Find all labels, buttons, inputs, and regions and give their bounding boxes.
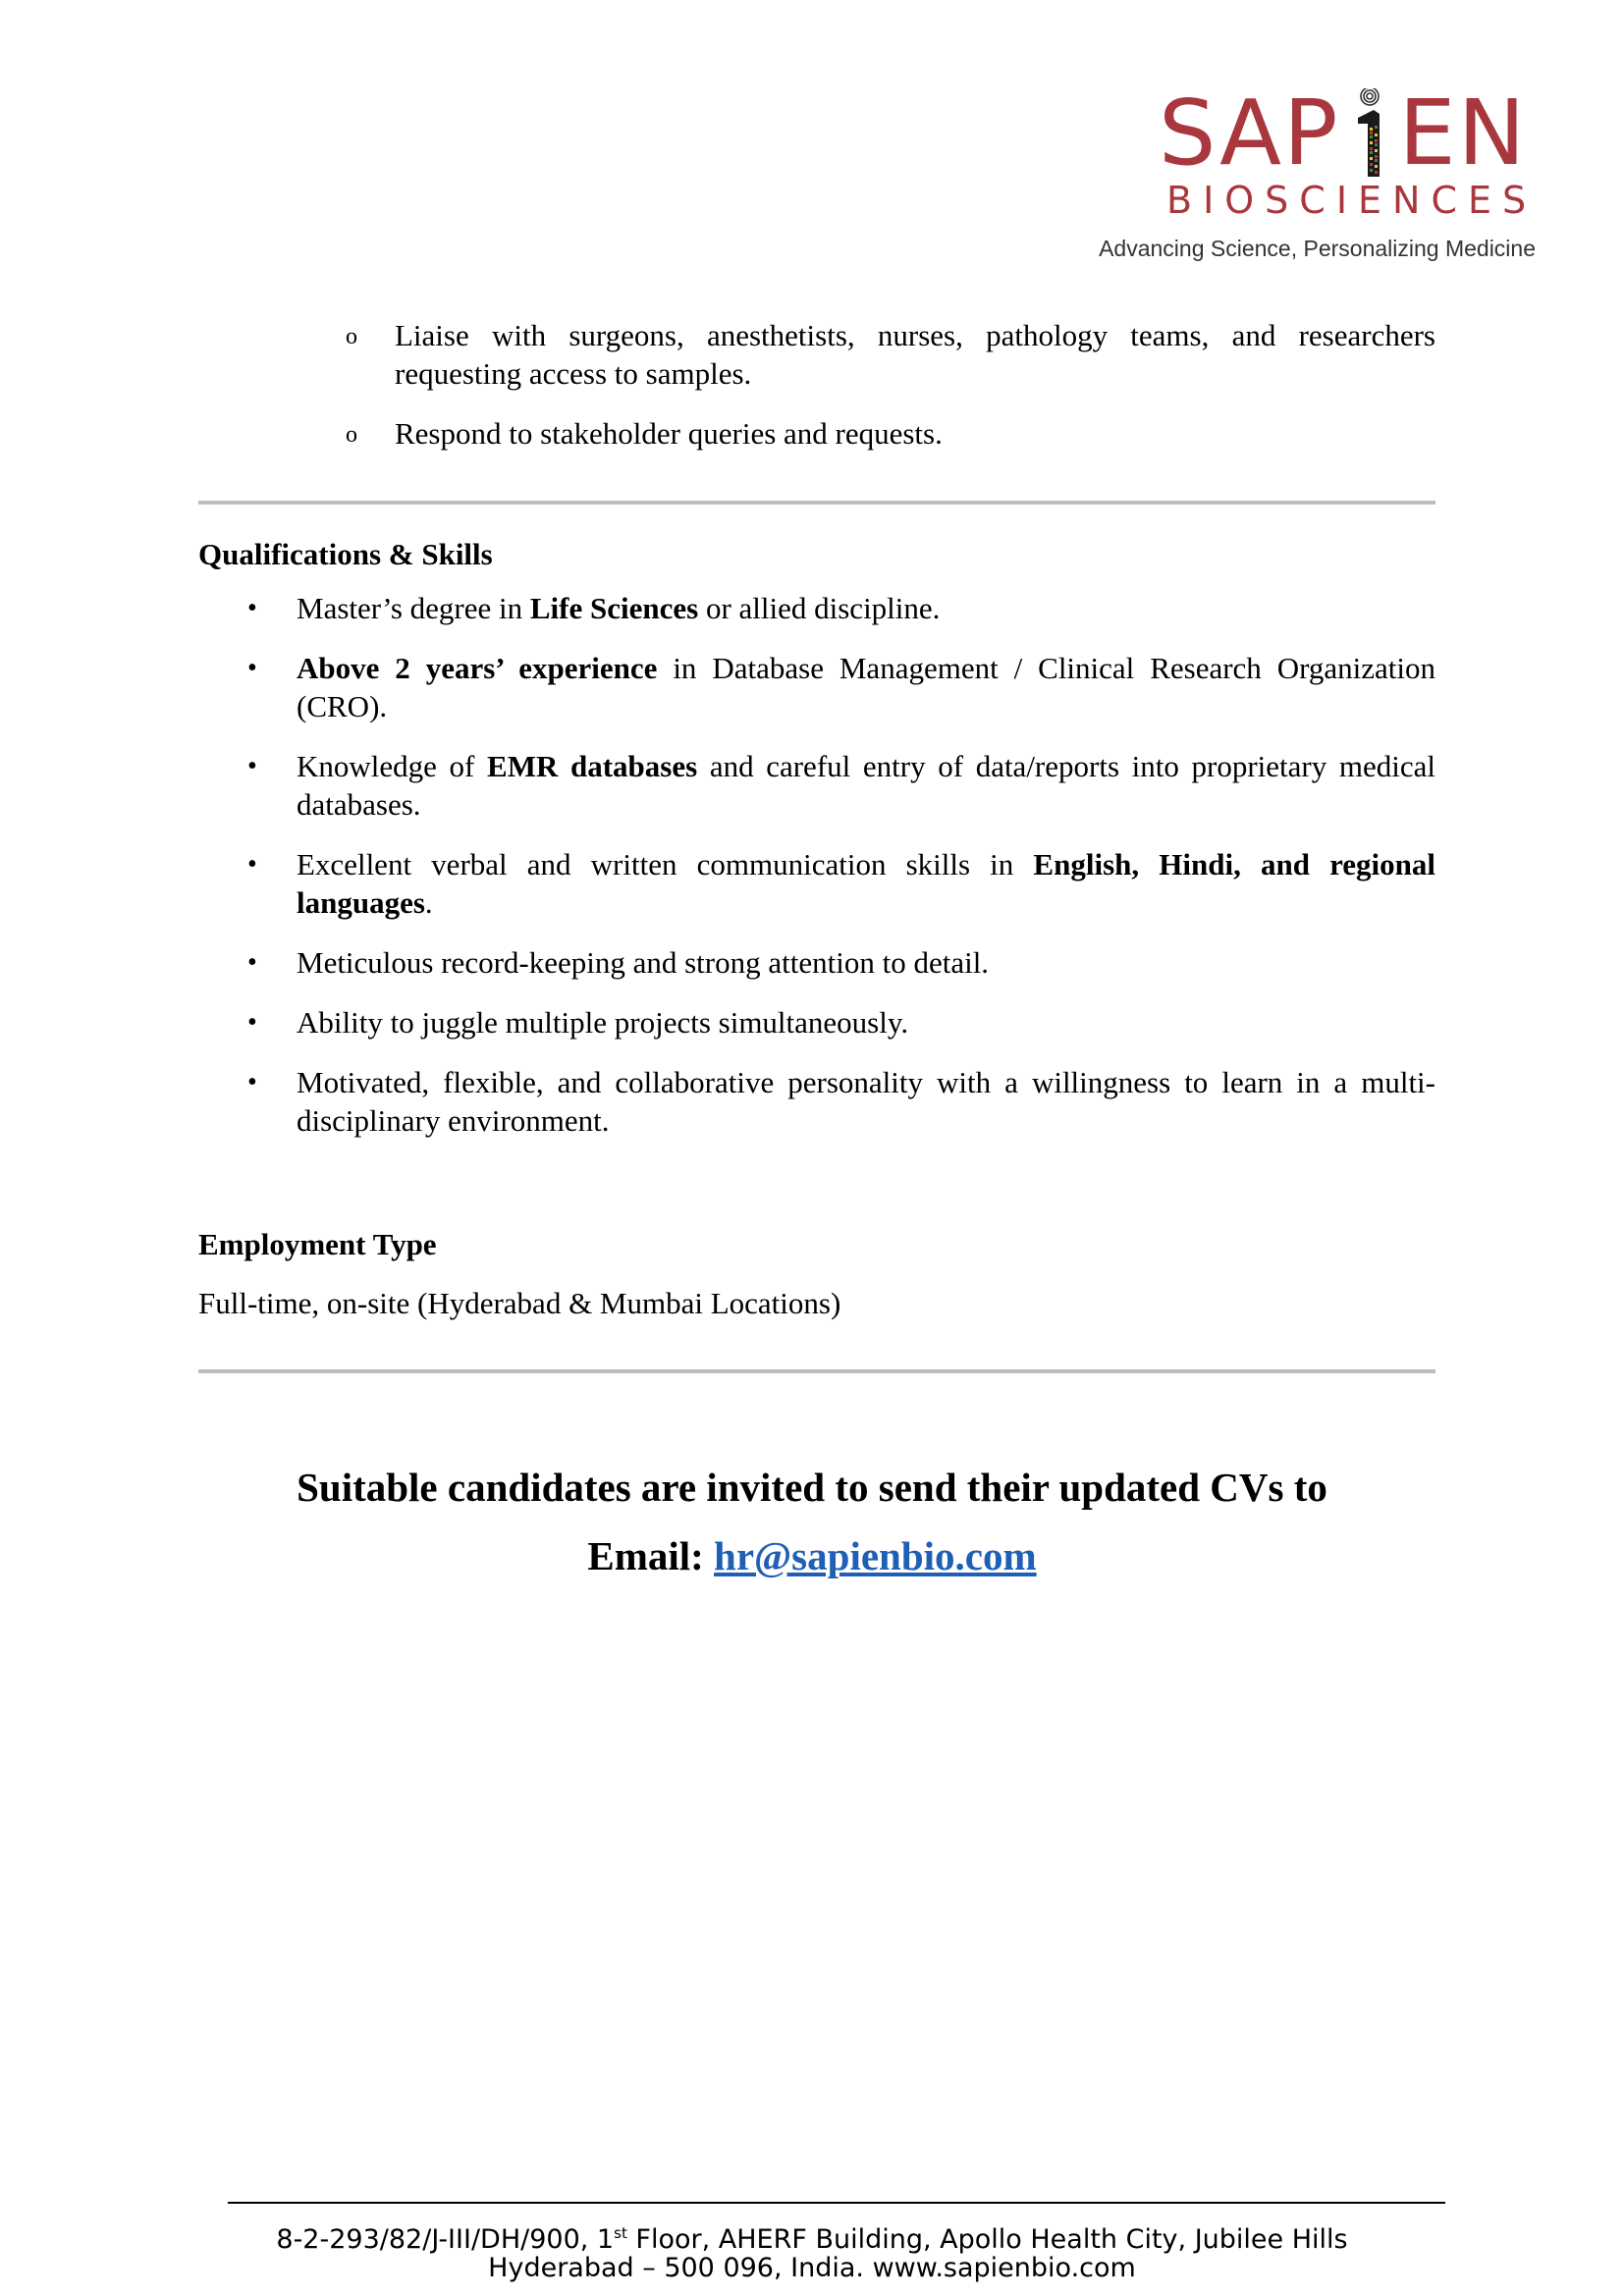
cta-line: Suitable candidates are invited to send their updated CVs to <box>297 1465 1327 1510</box>
sub-bullet-text: Respond to stakeholder queries and requests. <box>395 416 943 451</box>
fingerprint-figure-icon <box>1340 88 1399 179</box>
bullet-marker: • <box>247 751 257 781</box>
sub-bullet-text: Liaise with surgeons, anesthetists, nurses, pathology teams, and researchers requesting access to samples. <box>395 318 1435 391</box>
logo-wordmark <box>1159 80 1528 186</box>
logo-text-right: EN <box>1398 80 1528 186</box>
item-bold-text: Life Sciences <box>529 591 699 625</box>
item-text: Meticulous record-keeping and strong attention to detail. <box>297 945 990 980</box>
section-divider <box>198 1369 1435 1373</box>
item-bold-text: English, Hindi, and regional languages <box>297 847 1435 920</box>
list-item <box>198 845 1435 922</box>
sub-bullet-marker: o <box>346 422 357 448</box>
sub-bullet-marker: o <box>346 324 357 349</box>
item-text: or allied discipline. <box>698 591 941 625</box>
bullet-marker: • <box>247 593 257 623</box>
list-item <box>198 1003 1435 1041</box>
list-item <box>198 414 1435 453</box>
item-bold-text: Above 2 years’ experience <box>297 651 658 685</box>
item-text: Master’s degree in <box>297 591 530 625</box>
logo-subtitle: BIOSCIENCES <box>1166 179 1538 222</box>
footer-text: 8-2-293/82/J-III/DH/900, 1 <box>276 2224 615 2255</box>
item-bold-text: EMR databases <box>487 749 698 783</box>
item-text: Ability to juggle multiple projects simultaneously. <box>297 1005 909 1040</box>
employment-type-value: Full-time, on-site (Hyderabad & Mumbai Locations) <box>198 1286 841 1320</box>
item-text: in Database Management / Clinical Research Organization (CRO). <box>297 651 1435 723</box>
list-item <box>198 316 1435 393</box>
responsibility-sub-list <box>198 316 1435 474</box>
qualifications-list <box>198 589 1435 1161</box>
item-text: and careful entry of data/reports into proprietary medical databases. <box>297 749 1435 822</box>
list-item <box>198 943 1435 982</box>
item-text: . <box>424 885 433 920</box>
qualifications-heading: Qualifications & Skills <box>198 537 493 571</box>
email-link[interactable]: hr@sapienbio.com <box>714 1533 1037 1578</box>
logo-text-left: SAP <box>1159 80 1340 186</box>
item-text: Excellent verbal and written communication skills in <box>297 847 1034 881</box>
list-item <box>198 649 1435 725</box>
bullet-marker: • <box>247 947 257 978</box>
footer-divider <box>228 2202 1445 2204</box>
item-text: Motivated, flexible, and collaborative personality with a willingness to learn in a multi-disciplinary environment. <box>297 1065 1435 1138</box>
list-item <box>198 747 1435 824</box>
email-label: Email: <box>587 1533 715 1578</box>
bullet-marker: • <box>247 849 257 880</box>
footer-text: Floor, AHERF Building, Apollo Health City, Jubilee Hills <box>626 2224 1348 2255</box>
tagline: Advancing Science, Personalizing Medicine <box>1099 236 1536 261</box>
item-text: Knowledge of <box>297 749 488 783</box>
footer-address-line2: Hyderabad – 500 096, India. www.sapienbio.com <box>488 2253 1136 2283</box>
bullet-marker: • <box>247 1067 257 1097</box>
cta-email-line <box>0 1531 1624 1580</box>
list-item <box>198 589 1435 627</box>
footer-superscript: st <box>614 2224 627 2242</box>
bullet-marker: • <box>247 653 257 683</box>
list-item <box>198 1063 1435 1140</box>
section-divider <box>198 501 1435 505</box>
employment-type-heading: Employment Type <box>198 1227 437 1261</box>
bullet-marker: • <box>247 1007 257 1038</box>
